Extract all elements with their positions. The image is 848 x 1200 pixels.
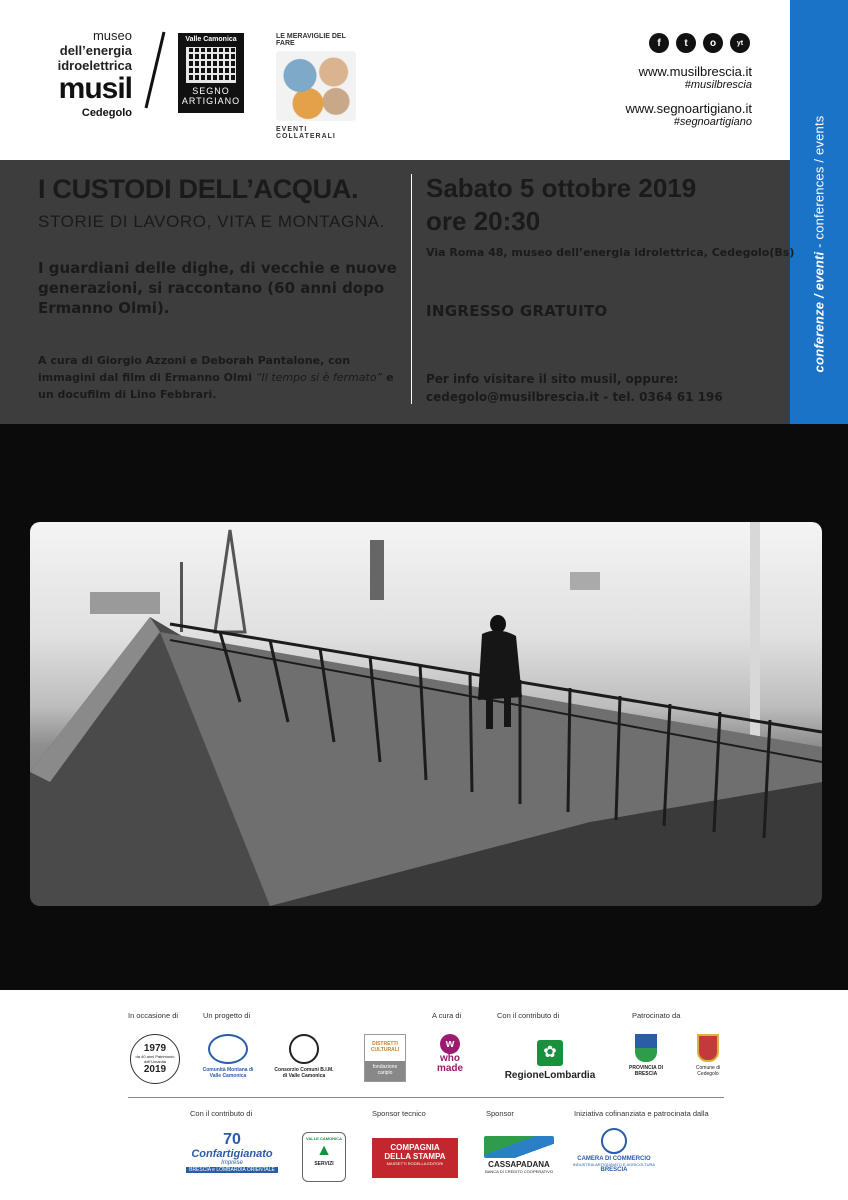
distretti-bottom: fondazione cariplo xyxy=(365,1061,405,1081)
stampa-line2: DELLA STAMPA xyxy=(384,1152,446,1161)
provincia-name: PROVINCIA DI BRESCIA xyxy=(629,1065,663,1077)
unesco-logo[interactable] xyxy=(130,1034,180,1084)
musil-logo-line2: dell’energia xyxy=(59,43,132,58)
event-entry: INGRESSO GRATUITO xyxy=(426,302,608,320)
meraviglie-bottom: EVENTI COLLATERALI xyxy=(276,126,336,140)
camera-commercio-logo[interactable] xyxy=(572,1128,656,1173)
unesco-year: 1979 xyxy=(143,1043,167,1054)
label-a-cura: A cura di xyxy=(432,1011,462,1020)
whomade-line2: made xyxy=(436,1063,464,1074)
servizi-bottom: SERVIZI xyxy=(314,1161,334,1167)
film-still xyxy=(0,424,848,990)
provincia-shield-icon xyxy=(635,1034,657,1062)
confart-name: Confartigianato xyxy=(191,1148,273,1160)
confart-sub: Imprese xyxy=(221,1160,243,1166)
event-datetime xyxy=(426,172,696,238)
stampa-line1: COMPAGNIA xyxy=(390,1143,440,1152)
segno-artigiano-logo[interactable] xyxy=(178,33,244,113)
consorzio-emblem-icon xyxy=(289,1034,319,1064)
category-label xyxy=(812,116,827,373)
event-address: Via Roma 48, museo dell’energia idrolettrica, Cedegolo(Bs) xyxy=(426,246,795,259)
event-title: I CUSTODI DELL’ACQUA. xyxy=(38,174,359,204)
regione-lombardia-logo[interactable] xyxy=(494,1040,606,1081)
compagnia-stampa-logo[interactable] xyxy=(372,1138,458,1178)
provincia-brescia-logo[interactable] xyxy=(626,1034,666,1077)
category-label-rest: - conferences / events xyxy=(811,115,827,252)
consorzio-bim-logo[interactable] xyxy=(274,1034,334,1079)
label-contributo-1: Con il contributo di xyxy=(497,1011,560,1020)
confartigianato-logo[interactable] xyxy=(186,1132,278,1173)
social-icons xyxy=(649,33,750,53)
regione-rose-icon: ✿ xyxy=(537,1040,563,1066)
instagram-icon[interactable]: o xyxy=(703,33,723,53)
musil-url[interactable]: www.musilbrescia.it xyxy=(638,64,752,79)
contact-line2[interactable]: cedegolo@musilbrescia.it - tel. 0364 61 196 xyxy=(426,390,723,404)
whomade-w-icon: w xyxy=(440,1034,460,1054)
event-contact xyxy=(426,370,723,406)
segno-logo-top: Valle Camonica xyxy=(185,36,237,43)
cassa-padana-logo[interactable] xyxy=(484,1136,554,1174)
event-subtitle: STORIE DI LAVORO, VITA E MONTAGNA. xyxy=(38,212,385,231)
header xyxy=(0,0,790,160)
musil-logo-brand: musil xyxy=(58,72,132,105)
label-occasione: In occasione di xyxy=(128,1011,179,1020)
whomade-line1: who xyxy=(440,1053,460,1064)
distretti-culturali-logo[interactable] xyxy=(364,1034,406,1082)
cassa-name: CASSAPADANA xyxy=(488,1160,550,1169)
slash-divider xyxy=(140,30,170,110)
sponsor-divider xyxy=(128,1097,724,1098)
meraviglie-logo[interactable] xyxy=(276,33,358,140)
facebook-icon[interactable]: f xyxy=(649,33,669,53)
musil-logo-line3: idroelettrica xyxy=(57,58,132,73)
camera-line1: CAMERA DI COMMERCIO xyxy=(577,1156,651,1162)
valle-camonica-servizi-logo[interactable] xyxy=(302,1132,346,1182)
servizi-top: VALLE CAMONICA xyxy=(306,1136,342,1141)
musil-logo-place: Cedegolo xyxy=(81,107,132,119)
unesco-year2: 2019 xyxy=(143,1064,167,1075)
comune-shield-icon xyxy=(697,1034,719,1062)
label-sponsor-tecnico: Sponsor tecnico xyxy=(372,1109,426,1118)
cassa-wave-icon xyxy=(484,1136,554,1158)
stampa-line3: MASSETTI RODELLA EDITORI xyxy=(386,1161,444,1166)
regione-name: RegioneLombardia xyxy=(504,1070,596,1081)
camera-seal-icon xyxy=(601,1128,627,1154)
web-links xyxy=(626,64,752,138)
musil-logo[interactable] xyxy=(20,28,132,119)
segno-logo-line2: ARTIGIANO xyxy=(181,96,241,106)
consorzio-name: Consorzio Comuni B.I.M. di Valle Camonica xyxy=(274,1067,334,1079)
label-contributo-2: Con il contributo di xyxy=(190,1109,253,1118)
tree-icon: ▲ xyxy=(316,1142,332,1159)
comune-name: Comune di Cedegolo xyxy=(695,1065,721,1077)
hands-collage-image xyxy=(276,51,356,121)
distretti-top: DISTRETTI CULTURALI xyxy=(370,1041,400,1053)
musil-logo-line1: museo xyxy=(92,28,132,43)
comunita-montana-logo[interactable] xyxy=(200,1034,256,1079)
category-label-main: conferenze / eventi xyxy=(811,251,827,373)
dam-scene-illustration xyxy=(30,522,822,906)
credits-part-a: A cura di Giorgio Azzoni e Deborah Pantalone, con immagini dal film di Ermanno Olmi xyxy=(38,354,351,384)
label-patrocinato: Patrocinato da xyxy=(632,1011,681,1020)
camera-line2: INDUSTRIA ARTIGIANATO E AGRICOLTURA xyxy=(572,1162,656,1167)
segno-logo-line1: SEGNO xyxy=(192,86,230,96)
label-cofinanziata: Iniziativa cofinanziata e patrocinata dalla xyxy=(574,1109,709,1118)
comunita-name: Comunità Montana di Valle Camonica xyxy=(202,1067,254,1079)
event-credits xyxy=(38,352,410,403)
segno-url[interactable]: www.segnoartigiano.it xyxy=(625,101,752,116)
whomade-logo[interactable] xyxy=(428,1034,472,1074)
camera-line3: BRESCIA xyxy=(600,1167,628,1173)
musil-hashtag: #musilbrescia xyxy=(684,79,752,91)
label-sponsor: Sponsor xyxy=(486,1109,514,1118)
comunita-emblem-icon xyxy=(208,1034,248,1064)
meraviglie-title: LE MERAVIGLIE DEL FARE xyxy=(276,33,346,47)
panel-divider xyxy=(411,174,412,404)
event-date: Sabato 5 ottobre 2019 xyxy=(426,173,697,203)
cassa-sub: BANCA DI CREDITO COOPERATIVO xyxy=(485,1169,553,1174)
event-lead: I guardiani delle dighe, di vecchie e nuove generazioni, si raccontano (60 anni dopo Ermanno Olmi). xyxy=(38,259,397,317)
confart-bar: BRESCIA e LOMBARDIA ORIENTALE xyxy=(186,1167,278,1173)
youtube-icon[interactable]: yt xyxy=(730,33,750,53)
credits-part-b: e un docufilm di Lino Febbrari. xyxy=(38,371,394,401)
credits-film-title: “Il tempo si è fermato” xyxy=(255,371,383,384)
segno-pattern-icon xyxy=(186,47,236,83)
segno-hashtag: #segnoartigiano xyxy=(673,116,752,128)
unesco-text: da 40 anni Patrimonio dell’Umanità xyxy=(135,1054,175,1064)
comune-cedegolo-logo[interactable] xyxy=(688,1034,728,1077)
confart-number: 70 xyxy=(223,1131,241,1148)
label-progetto: Un progetto di xyxy=(203,1011,251,1020)
twitter-icon[interactable]: t xyxy=(676,33,696,53)
contact-line1: Per info visitare il sito musil, oppure: xyxy=(426,372,679,386)
event-time: ore 20:30 xyxy=(426,206,541,236)
film-frame-image xyxy=(30,522,822,906)
